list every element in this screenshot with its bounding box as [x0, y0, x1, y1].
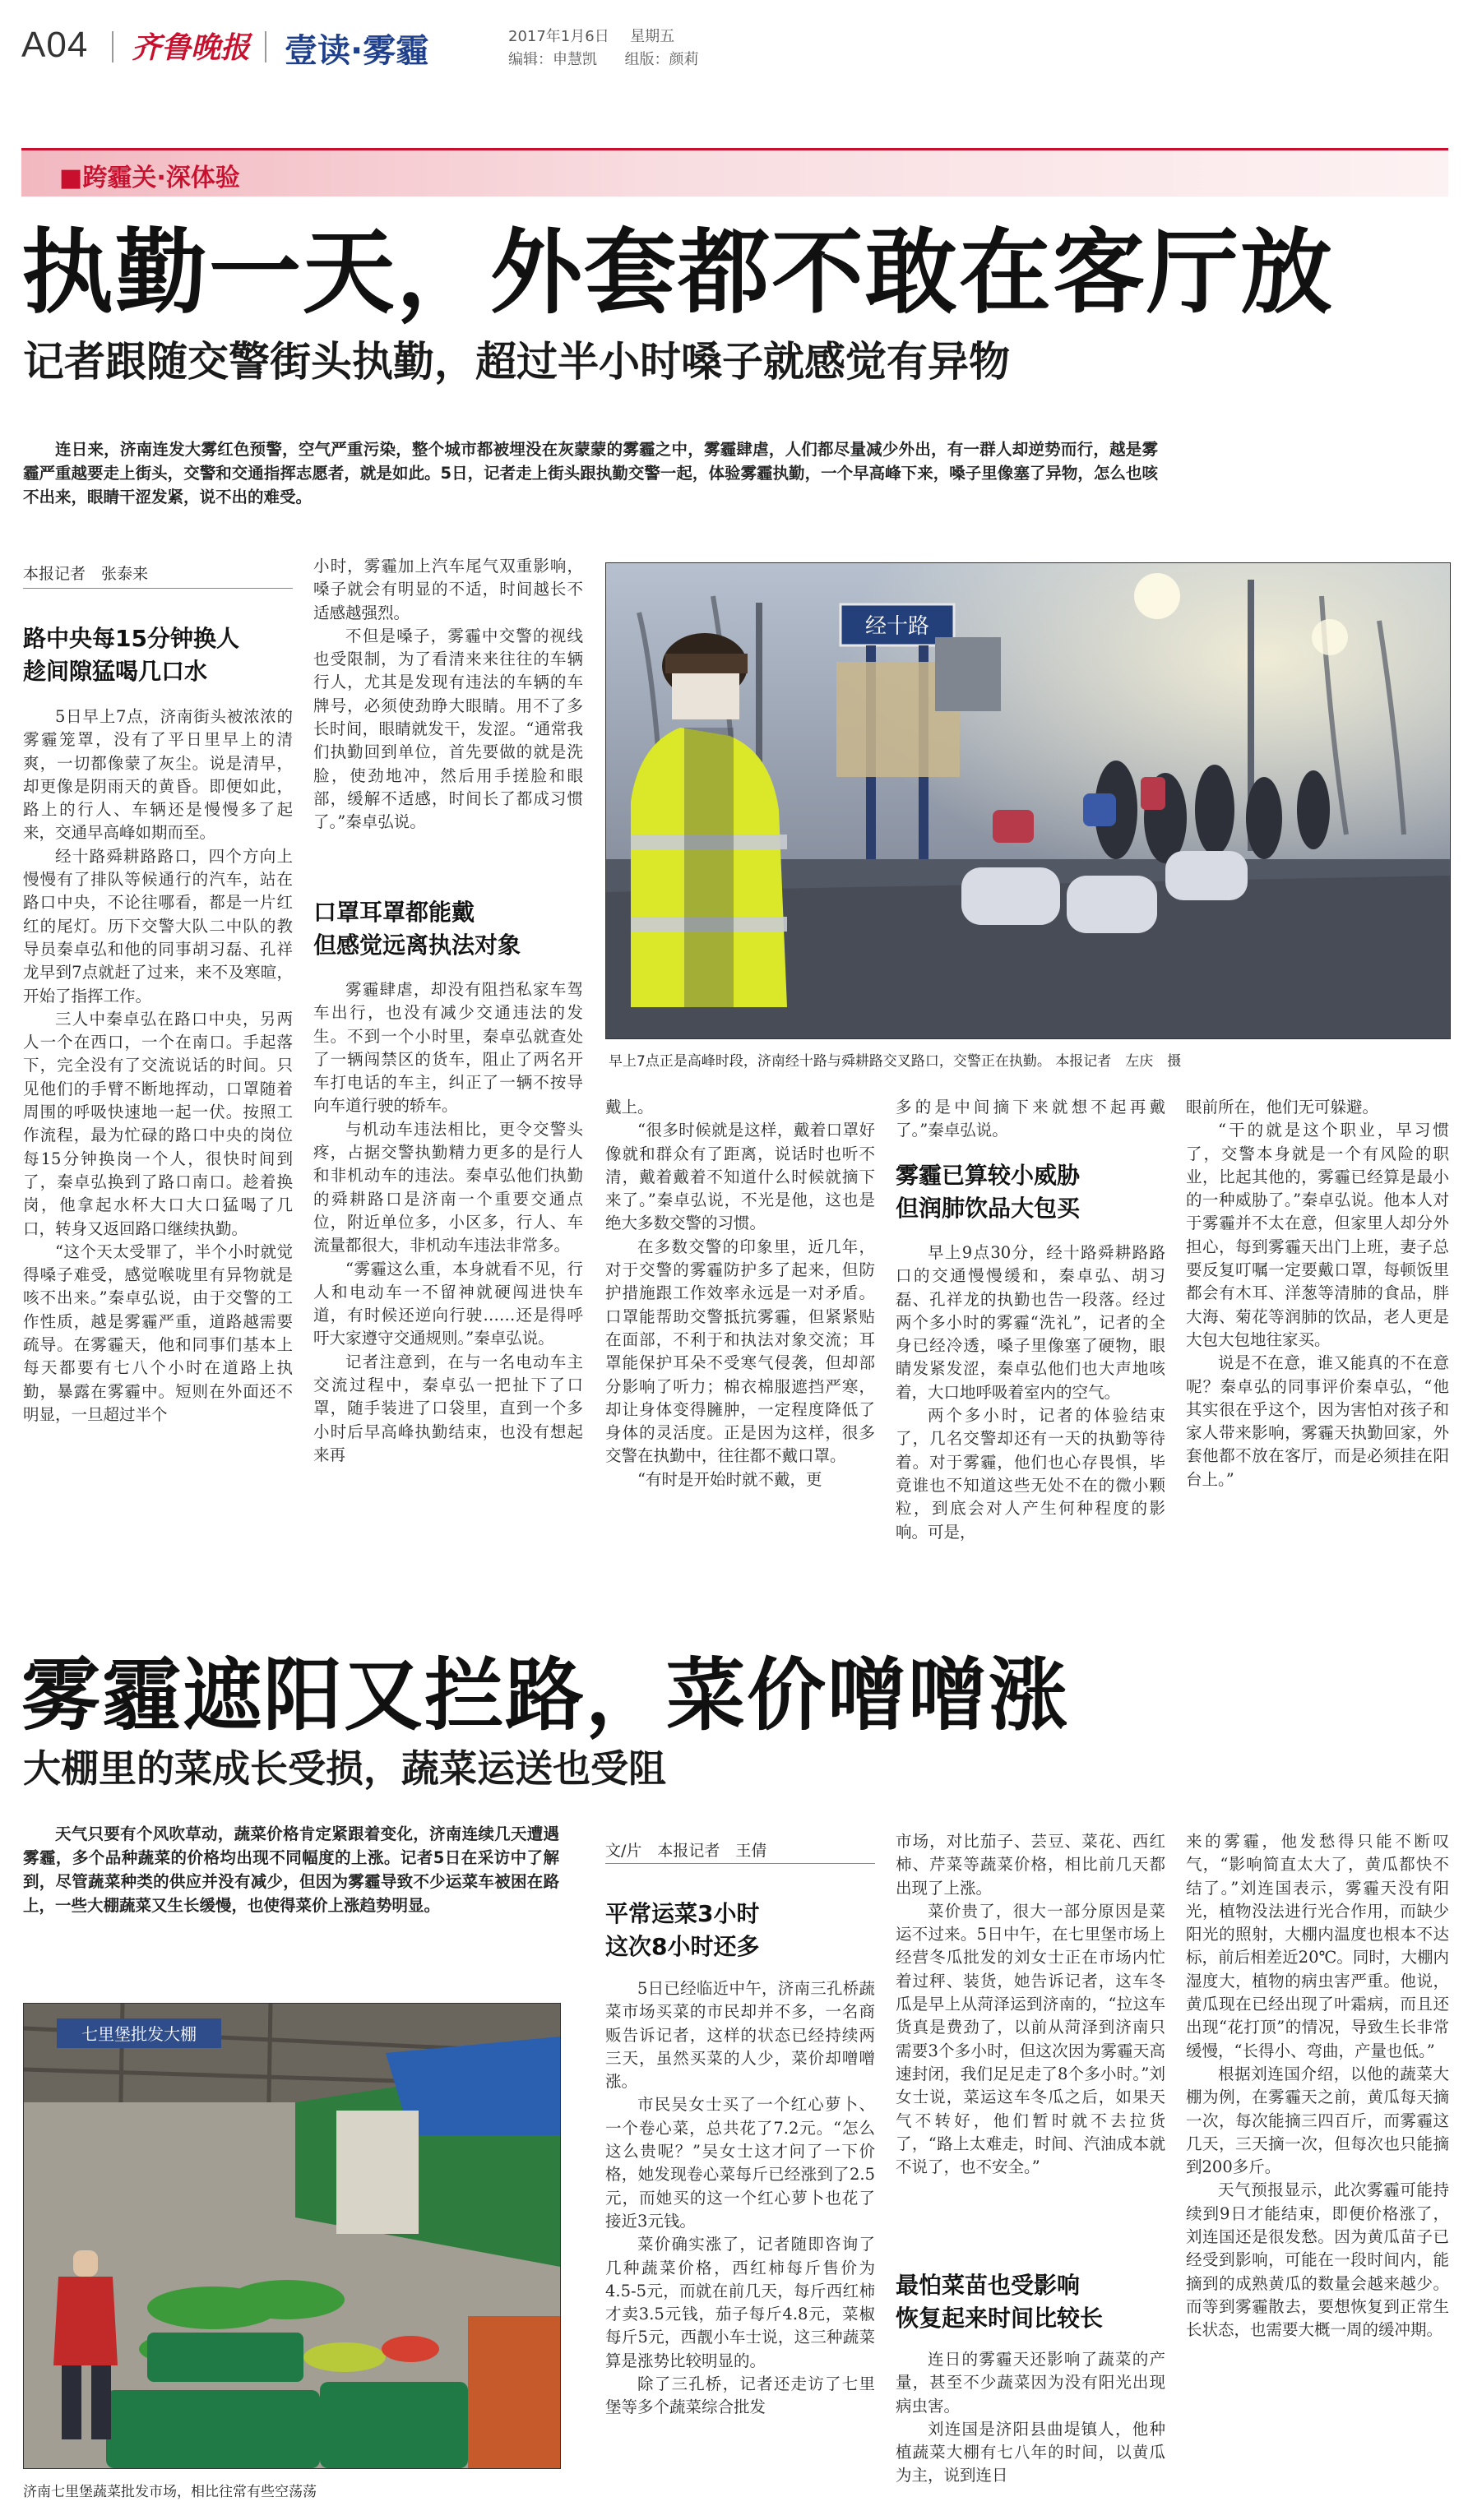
subhead-3: 雾霾已算较小威胁 但润肺饮品大包买	[896, 1162, 1081, 1222]
lead-paragraph	[23, 437, 1158, 509]
rule	[23, 588, 293, 589]
masthead-divider	[265, 31, 266, 62]
headline-2: 雾霾遮阳又拦路，菜价噌噌涨	[21, 1649, 1069, 1741]
lead-text-2: 天气只要有个风吹草动，蔬菜价格肯定紧跟着变化，济南连续几天遭遇雾霾，多个品种蔬菜的价格均出现不同幅度的上涨。记者5日在采访中了解到，尽管蔬菜种类的供应并没有减少，但因为雾霾导致不少运菜车被困在路上，一些大棚蔬菜又生长缓慢，也使得菜价上涨趋势明显。	[23, 1824, 559, 1915]
page-number: A04	[21, 25, 89, 65]
masthead-divider	[112, 31, 113, 62]
paper-logo: 齐鲁晚报	[132, 30, 251, 65]
article-column-2-1: 5日已经临近中午，济南三孔桥蔬菜市场买菜的市民却并不多，一名商贩告诉记者，这样的状态已经持续两三天，虽然买菜的人少，菜价却噌噌涨。 市民吴女士买了一个红心萝卜、一个卷心菜，总共花了7.2元。“怎么这么贵呢？”吴女士这才问了一下价格，她发现卷心菜每斤已经涨到了2.5元，而她买的这一个红心萝卜也花了接近3元钱。 菜价确实涨了，记者随即咨询了几种蔬菜价格，西红柿每斤售价为4.5-5元，而就在前几天，每斤西红柿才卖3.5元钱，茄子每斤4.8元，菜椒每斤5元，西靓小车士说，这三种蔬菜算是涨势比较明显的。 除了三孔桥，记者还走访了七里堡等多个蔬菜综合批发	[605, 1979, 875, 2417]
byline: 本报记者 张泰来	[23, 565, 149, 583]
article-column-2a: 小时，雾霾加上汽车尾气双重影响，嗓子就会有明显的不适，时间越长不适感越强烈。 不但是嗓子，雾霾中交警的视线也受限制，为了看清来来往往的车辆行人，尤其是发现有违法的车辆的车牌号，必须使劲睁大眼睛。用不了多长时间，眼睛就发干，发涩。“通常我们执勤回到单位，首先要做的就是洗脸，使劲地冲，然后用手搓脸和眼部，缓解不适感，时间长了都成习惯了。”秦卓弘说。	[313, 557, 583, 832]
article-column-2-3: 来的雾霾，他发愁得只能不断叹气，“影响简直太大了，黄瓜都快不结了。”刘连国表示，雾霾天没有阳光，植物没法进行光合作用，而缺少阳光的照射，大棚内温度也根本不达标，前后相差近20℃。同时，大棚内湿度大，植物的病虫害严重。他说，黄瓜现在已经出现了叶霜病，而且还出现“花打顶”的情况，导致生长非常缓慢，“长得小、弯曲，产量也低。” 根据刘连国介绍，以他的蔬菜大棚为例，在雾霾天之前，黄瓜每天摘一次，每次能摘三四百斤，而雾霾这几天，三天摘一次，但每次也只能摘到200多斤。 天气预报显示，此次雾霾可能持续到9日才能结束，即便价格涨了，刘连国还是很发愁。因为黄瓜苗子已经受到影响，可能在一段时间内，能摘到的成熟黄瓜的数量会越来越少。而等到雾霾散去，要想恢复到正常生长状态，也需要大概一周的缓冲期。	[1186, 1832, 1449, 2340]
article-column-5: 眼前所在，他们无可躲避。 “干的就是这个职业，早习惯了，交警本身就是一个有风险的职业，比起其他的，雾霾已经算是最小的一种威胁了。”秦卓弘说。他本人对于雾霾并不太在意，但家里人却分外担心，每到雾霾天出门上班，妻子总要反复叮嘱一定要戴口罩，每顿饭里都会有木耳、洋葱等清肺的食品，胖大海、菊花等润肺的饮品，老人更是大包大包地往家买。 说是不在意，谁又能真的不在意呢？秦卓弘的同事评价秦卓弘，“他其实很在乎这个，因为害怕对孩子和家人带来影响，雾霾天执勤回家，外套他都不放在客厅，而是必须挂在阳台上。”	[1186, 1098, 1449, 1489]
kicker-label: ■跨霾关·深体验	[59, 164, 240, 192]
photo-vegetable-market	[23, 2003, 561, 2469]
issue-date	[508, 25, 674, 46]
market-sign-text: 七里堡批发大棚	[81, 2024, 197, 2044]
designer: 组版：颜莉	[624, 51, 699, 68]
article-column-2-2: 市场，对比茄子、芸豆、菜花、西红柿、芹菜等蔬菜价格，相比前几天都出现了上涨。 菜价贵了，很大一部分原因是菜运不过来。5日中午，在七里堡市场上经营冬瓜批发的刘女士正在市场内忙着过秤、装货，她告诉记者，这车冬瓜是早上从菏泽运到济南的，“拉这车货真是费劲了，以前从菏泽到济南只需要3个多小时，但这次因为雾霾天高速封闭，我们足足走了8个多小时。”刘女士说，菜运这车冬瓜之后，如果天气不转好，他们暂时就不去拉货了，“路上太难走，时间、汽油成本就不说了，也不安全。”	[896, 1832, 1165, 2177]
date: 2017年1月6日	[508, 28, 609, 45]
subhead-2-2: 最怕菜苗也受影响 恢复起来时间比较长	[896, 2272, 1104, 2332]
lead-text: 连日来，济南连发大雾红色预警，空气严重污染，整个城市都被埋没在灰蒙蒙的雾霾之中，雾霾肆虐，人们都尽量减少外出，有一群人却逆势而行，越是雾霾严重越要走上街头，交警和交通指挥志愿者，就是如此。5日，记者走上街头跟执勤交警一起，体验雾霾执勤，一个早高峰下来，嗓子里像塞了异物，怎么也咳不出来，眼睛干涩发紧，说不出的难受。	[23, 440, 1158, 506]
article-column-4a: 多的是中间摘下来就想不起再戴了。”秦卓弘说。	[896, 1098, 1165, 1140]
editor: 编辑：申慧凯	[508, 51, 597, 68]
article-column-1: 5日早上7点，济南街头被浓浓的雾霾笼罩，没有了平日里早上的清爽，一切都像蒙了灰尘。说是清早，却更像是阴雨天的黄昏。即便如此，路上的行人、车辆还是慢慢多了起来，交通早高峰如期而至。 经十路舜耕路路口，四个方向上慢慢有了排队等候通行的汽车，站在路口中央，不论往哪看，都是一片红红的尾灯。历下交警大队二中队的教导员秦卓弘和他的同事胡习磊、孔祥龙早到7点就赶了过来，来不及寒暄，开始了指挥工作。 三人中秦卓弘在路口中央，另两人一个在西口，一个在南口。手起落下，完全没有了交流说话的时间。只见他们的手臂不断地挥动，口罩随着周围的呼吸快速地一起一伏。按照工作流程，最为忙碌的路口中央的岗位每15分钟换岗一个人，很快时间到了，秦卓弘换到了路口南口。趁着换岗，他拿起水杯大口大口猛喝了几口，转身又返回路口继续执勤。 “这个天太受罪了，半个小时就觉得嗓子难受，感觉喉咙里有异物就是咳不出来。”秦卓弘说，由于交警的工作性质，越是雾霾严重，道路越需要疏导。在雾霾天，他和同事们基本上每天都要有七八个小时在道路上执勤，暴露在雾霾中。短则在外面还不明显，一旦超过半个	[23, 707, 293, 1424]
article-column-3: 戴上。 “很多时候就是这样，戴着口罩好像就和群众有了距离，说话时也听不清，戴着戴着不知道什么时候就摘下来了。”秦卓弘说，不光是他，这也是绝大多数交警的习惯。 在多数交警的印象里，近几年，对于交警的雾霾防护多了起来，但防护措施跟工作效率永远是一对矛盾。口罩能帮助交警抵抗雾霾，但紧紧贴在面部，不利于和执法对象交流；耳罩能保护耳朵不受寒气侵袭，但却部分影响了听力；棉衣棉服遮挡严寒，却让身体变得臃肿，一定程度降低了身体的灵活度。正是因为这样，很多交警在执勤中，往往都不戴口罩。 “有时是开始时就不戴，更	[605, 1098, 875, 1489]
photo-caption-2: 济南七里堡蔬菜批发市场，相比往常有些空荡荡	[23, 2484, 317, 2500]
photo-caption-1: 早上7点正是高峰时段，济南经十路与舜耕路交叉路口，交警正在执勤。 本报记者 左庆 摄	[609, 1053, 1182, 1070]
kicker-bar	[21, 148, 1448, 197]
subhead-2-1: 平常运菜3小时 这次8小时还多	[605, 1900, 760, 1960]
article-column-2b: 雾霾肆虐，却没有阻挡私家车驾车出行，也没有减少交通违法的发生。不到一个小时里，秦卓弘就查处了一辆闯禁区的货车，阻止了两名开车打电话的车主，纠正了一辆不按导向车道行驶的轿车。 与机动车违法相比，更令交警头疼，占据交警执勤精力更多的是行人和非机动车的违法。秦卓弘他们执勤的舜耕路口是济南一个重要交通点位，附近单位多，小区多，行人、车流量都很大，非机动车违法非常多。 “雾霾这么重，本身就看不见，行人和电动车一不留神就硬闯进快车道，有时候还逆向行驶……还是得呼吁大家遵守交通规则。”秦卓弘说。 记者注意到，在与一名电动车主交流过程中，秦卓弘一把扯下了口罩，随手装进了口袋里，直到一个多小时后早高峰执勤结束，也没有想起来再	[313, 980, 583, 1464]
photo-traffic-police-image	[606, 563, 1450, 1038]
article-column-2-2b: 连日的雾霾天还影响了蔬菜的产量，甚至不少蔬菜因为没有阳光出现病虫害。 刘连国是济阳县曲堤镇人，他种植蔬菜大棚有七八年的时间，以黄瓜为主，说到连日	[896, 2350, 1165, 2485]
street-sign-text: 经十路	[864, 614, 930, 639]
subheadline: 记者跟随交警街头执勤，超过半小时嗓子就感觉有异物	[23, 338, 1010, 386]
subhead-2: 口罩耳罩都能戴 但感觉远离执法对象	[313, 899, 521, 959]
masthead	[0, 0, 1468, 78]
photo-traffic-police	[605, 562, 1451, 1039]
editor-info	[508, 48, 698, 69]
section-title: 壹读·雾霾	[285, 32, 429, 70]
weekday: 星期五	[630, 28, 675, 45]
lead-paragraph-2	[23, 1822, 559, 1917]
photo-vegetable-market-image	[24, 2004, 560, 2468]
subhead-1: 路中央每15分钟换人 趁间隙猛喝几口水	[23, 625, 239, 685]
subheadline-2: 大棚里的菜成长受损，蔬菜运送也受阻	[23, 1746, 666, 1791]
headline: 执勤一天，外套都不敢在客厅放	[21, 220, 1334, 326]
byline-2: 文/片 本报记者 王倩	[605, 1842, 767, 1860]
article-column-4b: 早上9点30分，经十路舜耕路路口的交通慢慢缓和，秦卓弘、胡习磊、孔祥龙的执勤也告一段落。经过两个多小时的雾霾“洗礼”，记者的全身已经冷透，嗓子里像塞了硬物，眼睛发紧发涩，秦卓弘他们也大声地咳着，大口地呼吸着室内的空气。 两个多小时，记者的体验结束了，几名交警却还有一天的执勤等待着。对于雾霾，他们也心存畏惧，毕竟谁也不知道这些无处不在的微小颗粒，到底会对人产生何种程度的影响。可是，	[896, 1243, 1165, 1542]
rule-2	[605, 1863, 875, 1864]
